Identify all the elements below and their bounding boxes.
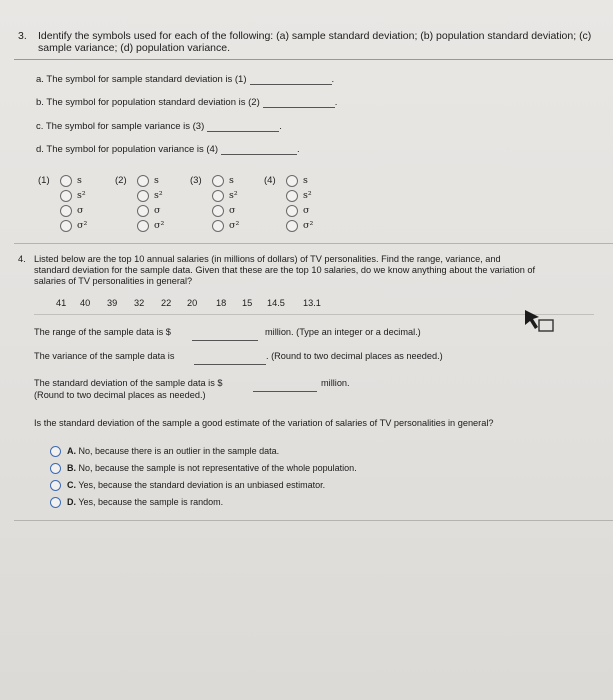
radio-button[interactable] — [137, 220, 149, 232]
question-3-text-line2: sample variance; (d) population variance. — [38, 42, 231, 54]
sub-question-a-label: a. The symbol for sample standard deviation is (1) — [36, 74, 247, 85]
sub-question-d-label: d. The symbol for population variance is (4) — [36, 144, 218, 155]
choice-4-sigma-squared[interactable]: σ² — [286, 219, 313, 233]
period: . — [279, 121, 282, 132]
divider — [14, 520, 613, 521]
option-b[interactable]: B. No, because the sample is not representative of the whole population. — [50, 463, 357, 474]
sd-suffix: million. — [321, 378, 350, 388]
salary-5: 22 — [161, 298, 172, 308]
answer-blank-2[interactable] — [263, 97, 335, 108]
salary-2: 40 — [80, 298, 91, 308]
salary-4: 32 — [134, 298, 145, 308]
divider — [34, 314, 594, 315]
choice-3-s[interactable]: s — [212, 174, 234, 188]
variance-suffix: . (Round to two decimal places as needed.) — [266, 351, 443, 361]
question-4-number: 4. — [18, 254, 26, 264]
choice-group-3-label: (3) — [190, 175, 202, 186]
question-3-text-line1: Identify the symbols used for each of the following: (a) sample standard deviation; (b) population standard deviation; (c) — [38, 30, 592, 42]
sd-note: (Round to two decimal places as needed.) — [34, 390, 206, 400]
divider — [14, 243, 613, 244]
sub-question-d — [36, 144, 300, 155]
sd-prompt: The standard deviation of the sample data is $ — [34, 378, 223, 388]
salary-10: 13.1 — [303, 298, 321, 308]
radio-button[interactable] — [50, 480, 61, 491]
radio-button[interactable] — [212, 205, 224, 217]
radio-button[interactable] — [286, 205, 298, 217]
sub-question-c-label: c. The symbol for sample variance is (3) — [36, 121, 205, 132]
choice-group-1-label: (1) — [38, 175, 50, 186]
radio-button[interactable] — [212, 175, 224, 187]
period: . — [331, 74, 335, 85]
sub-question-a — [36, 74, 334, 85]
choice-3-sigma[interactable]: σ — [212, 204, 236, 218]
choice-4-s-squared[interactable]: s² — [286, 189, 312, 203]
sub-question-c — [36, 121, 282, 132]
radio-button[interactable] — [60, 220, 72, 232]
variance-input[interactable] — [194, 352, 266, 365]
radio-button[interactable] — [286, 220, 298, 232]
divider — [14, 59, 613, 60]
sub-question-b — [36, 97, 337, 108]
question-4-text-line1: Listed below are the top 10 annual salaries (in millions of dollars) of TV personalities. Find the range, variance, and — [34, 254, 501, 264]
choice-2-s-squared[interactable]: s² — [137, 189, 163, 203]
radio-button[interactable] — [137, 205, 149, 217]
period: . — [297, 144, 300, 155]
choice-2-sigma[interactable]: σ — [137, 204, 161, 218]
choice-group-4-label: (4) — [264, 175, 276, 186]
salary-6: 20 — [187, 298, 198, 308]
period: . — [334, 97, 338, 108]
cursor-icon — [522, 306, 556, 336]
sub-question-b-label: b. The symbol for population standard deviation is (2) — [36, 97, 260, 108]
choice-2-sigma-squared[interactable]: σ² — [137, 219, 164, 233]
choice-4-s[interactable]: s — [286, 174, 308, 188]
range-input[interactable] — [192, 328, 258, 341]
radio-button[interactable] — [50, 446, 61, 457]
answer-blank-3[interactable] — [207, 121, 279, 132]
sd-input[interactable] — [253, 379, 317, 392]
radio-button[interactable] — [60, 205, 72, 217]
choice-4-sigma[interactable]: σ — [286, 204, 310, 218]
choice-1-sigma[interactable]: σ — [60, 204, 84, 218]
choice-2-s[interactable]: s — [137, 174, 159, 188]
radio-button[interactable] — [137, 175, 149, 187]
salary-8: 15 — [242, 298, 253, 308]
choice-1-s[interactable]: s — [60, 174, 82, 188]
choice-3-sigma-squared[interactable]: σ² — [212, 219, 239, 233]
radio-button[interactable] — [212, 190, 224, 202]
choice-3-s-squared[interactable]: s² — [212, 189, 238, 203]
variance-prompt: The variance of the sample data is — [34, 351, 175, 361]
salary-9: 14.5 — [267, 298, 285, 308]
range-prompt: The range of the sample data is $ — [34, 327, 171, 337]
radio-button[interactable] — [50, 497, 61, 508]
salary-7: 18 — [216, 298, 227, 308]
radio-button[interactable] — [50, 463, 61, 474]
question-4-text-line3: salaries of TV personalities in general? — [34, 276, 193, 286]
choice-group-2-label: (2) — [115, 175, 127, 186]
radio-button[interactable] — [60, 190, 72, 202]
choice-1-s-squared[interactable]: s² — [60, 189, 86, 203]
radio-button[interactable] — [137, 190, 149, 202]
answer-blank-1[interactable] — [250, 74, 332, 85]
question-4-text-line2: standard deviation for the sample data. Given that these are the top 10 salaries, do we know anything about the variation of — [34, 265, 536, 275]
salary-1: 41 — [56, 298, 67, 308]
range-suffix: million. (Type an integer or a decimal.) — [265, 327, 421, 337]
question-3-number: 3. — [18, 30, 27, 42]
estimate-question: Is the standard deviation of the sample a good estimate of the variation of salaries of TV personalities in general? — [34, 418, 494, 428]
option-d[interactable]: D. Yes, because the sample is random. — [50, 497, 223, 508]
radio-button[interactable] — [212, 220, 224, 232]
option-c[interactable]: C. Yes, because the standard deviation is an unbiased estimator. — [50, 480, 325, 491]
radio-button[interactable] — [286, 175, 298, 187]
answer-blank-4[interactable] — [221, 144, 297, 155]
salary-3: 39 — [107, 298, 118, 308]
radio-button[interactable] — [60, 175, 72, 187]
radio-button[interactable] — [286, 190, 298, 202]
choice-1-sigma-squared[interactable]: σ² — [60, 219, 87, 233]
option-a[interactable]: A. No, because there is an outlier in the sample data. — [50, 446, 279, 457]
